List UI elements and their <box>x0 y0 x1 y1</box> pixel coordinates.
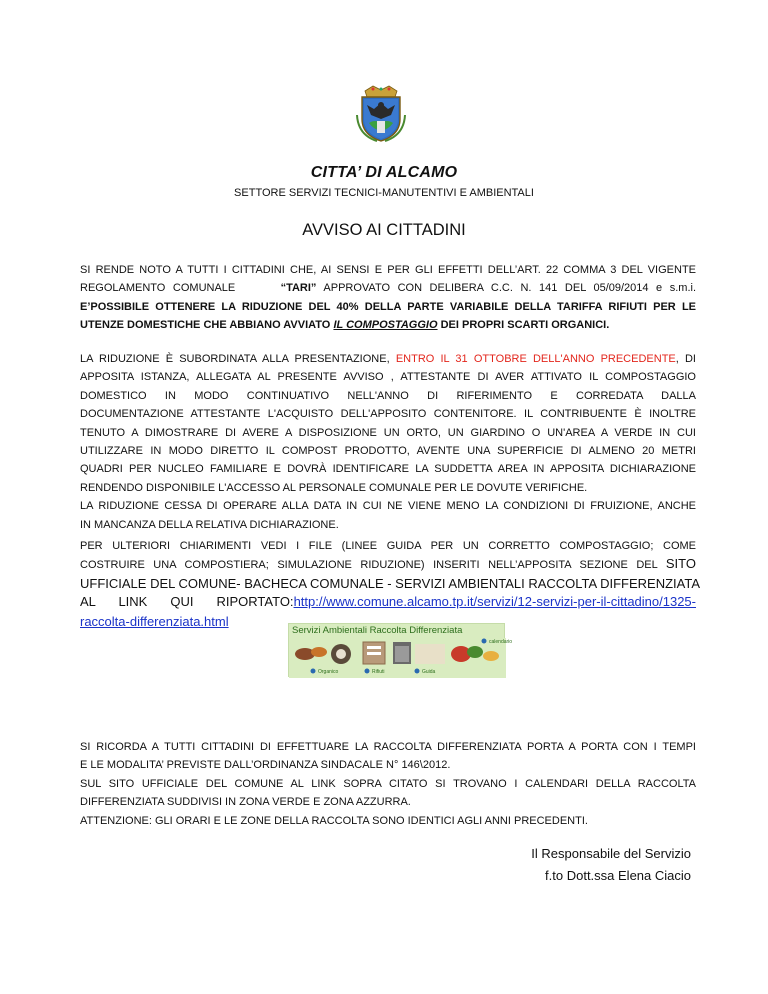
notice-title: AVVISO AI CITTADINI <box>302 221 466 239</box>
banner-tab[interactable]: Organico <box>318 669 339 675</box>
text-line: UTILIZZARE IN MODO DIRETTO IL COMPOST PRODOTTO, AVENTE UNA SUPERFICIE DI ALMENO 20 METRI <box>80 445 696 458</box>
text-line: SI RICORDA A TUTTI CITTADINI DI EFFETTUARE LA RACCOLTA DIFFERENZIATA PORTA A PORTA CON I TEMPI <box>80 741 696 753</box>
text-line: UTENZE DOMESTICHE CHE ABBIANO AVVIATO IL COMPOSTAGGIO DEI PROPRI SCARTI ORGANICI. <box>80 319 610 332</box>
text-line: SUL SITO UFFICIALE DEL COMUNE AL LINK SOPRA CITATO SI TROVANO I CALENDARI DELLA RACCOLTA <box>80 777 696 790</box>
raccolta-link[interactable]: http://www.comune.alcamo.tp.it/servizi/12-servizi-per-il-cittadino/1325- <box>293 594 696 610</box>
text-line: DOMESTICO IN MODO CONTINUATIVO NELL'ANNO DI RIFERIMENTO E CORREDATA DALLA <box>80 389 696 402</box>
city-title: CITTA’ DI ALCAMO <box>310 164 458 181</box>
banner-title: Servizi Ambientali Raccolta Differenziata <box>292 625 463 636</box>
text-line: LA RIDUZIONE È SUBORDINATA ALLA PRESENTAZIONE, ENTRO IL 31 OTTOBRE DELL'ANNO PRECEDENTE, DI <box>80 353 696 365</box>
paragraph-reminder <box>80 738 696 830</box>
deadline-highlight: ENTRO IL 31 OTTOBRE DELL'ANNO PRECEDENTE <box>395 353 676 365</box>
paragraph-intro <box>80 261 696 335</box>
text-line: ATTENZIONE: GLI ORARI E LE ZONE DELLA RACCOLTA SONO IDENTICI AGLI ANNI PRECEDENTI. <box>80 814 588 827</box>
text-line: SI RENDE NOTO A TUTTI I CITTADINI CHE, AI SENSI E PER GLI EFFETTI DELL’ART. 22 COMMA 3 DEL VIGENTE <box>80 264 696 276</box>
text-line: PER ULTERIORI CHIARIMENTI VEDI I FILE (LINEE GUIDA PER UN CORRETTO COMPOSTAGGIO; COME <box>80 540 696 552</box>
text-line: LA RIDUZIONE CESSA DI OPERARE ALLA DATA IN CUI NE VIENE MENO LA CONDIZIONI DI FRUIZIONE, ANCHE <box>80 500 696 513</box>
compostaggio-emphasis: IL COMPOSTAGGIO <box>333 319 438 332</box>
city-crest-icon <box>355 85 407 143</box>
text-line: RENDENDO DISPONIBILE L'ACCESSO AL PERSONALE COMUNALE PER LE DOVUTE VERIFICHE. <box>80 481 588 494</box>
text-line: QUADRI PER NUCLEO FAMILIARE E DOVRÀ IDENTIFICARE LA SUDDETTA AREA IN APPOSITA DICHIARAZIONE <box>80 463 696 476</box>
text-line: TENUTO A DIMOSTRARE DI AVERE A DISPOSIZIONE UN ORTO, UN GIARDINO O UN'AREA A VERDE IN CUI <box>80 426 696 439</box>
banner-tab[interactable]: Rifiuti <box>372 669 385 675</box>
text-line: UFFICIALE DEL COMUNE- BACHECA COMUNALE - SERVIZI AMBIENTALI RACCOLTA DIFFERENZIATA <box>80 575 701 591</box>
signature-name: f.to Dott.ssa Elena Ciacio <box>545 868 691 883</box>
text-line: COSTRUIRE UNA COMPOSTIERA; SIMULAZIONE RIDUZIONE) INSERITI NELL’APPOSITA SEZIONE DEL SITO <box>80 556 696 572</box>
text-line: REGOLAMENTO COMUNALE “TARI” APPROVATO CON DELIBERA C.C. N. 141 DEL 05/09/2014 e s.m.i. <box>80 282 697 295</box>
text-line: DOCUMENTAZIONE ATTESTANTE L'ACQUISTO DELL'APPOSITO CONTENITORE. IL CONTRIBUENTE È INOLTRE <box>80 408 696 421</box>
text-line: E’POSSIBILE OTTENERE LA RIDUZIONE DEL 40% DELLA PARTE VARIABILE DELLA TARIFFA RIFIUTI PER LE <box>80 300 696 313</box>
text-line: IN MANCANZA DELLA RELATIVA DICHIARAZIONE. <box>80 518 339 531</box>
text-line: E LE MODALITA’ PREVISTE DALL’ORDINANZA SINDACALE N° 146\2012. <box>80 759 451 772</box>
signature-role: Il Responsabile del Servizio <box>531 846 691 861</box>
banner-tab[interactable]: calendario <box>489 639 513 645</box>
text-line: APPOSITA ISTANZA, ALLEGATA AL PRESENTE AVVISO , ATTESTANTE DI AVER ATTIVATO IL COMPOSTAGGIO <box>80 371 696 384</box>
paragraph-more-info <box>80 537 701 632</box>
text-line: AL LINK QUI RIPORTATO:http://www.comune.alcamo.tp.it/servizi/12-servizi-per-il-cittadino/1325- <box>80 594 696 610</box>
text-line: DIFFERENZIATA SUDDIVISI IN ZONA VERDE E ZONA AZZURRA. <box>80 796 411 809</box>
paragraph-requirements <box>80 350 696 534</box>
raccolta-link-continued[interactable]: raccolta-differenziata.html <box>80 613 229 629</box>
banner-tab[interactable]: Guida <box>422 669 436 675</box>
sector-subtitle: SETTORE SERVIZI TECNICI-MANUTENTIVI E AMBIENTALI <box>234 187 534 199</box>
raccolta-differenziata-banner[interactable] <box>288 623 513 677</box>
